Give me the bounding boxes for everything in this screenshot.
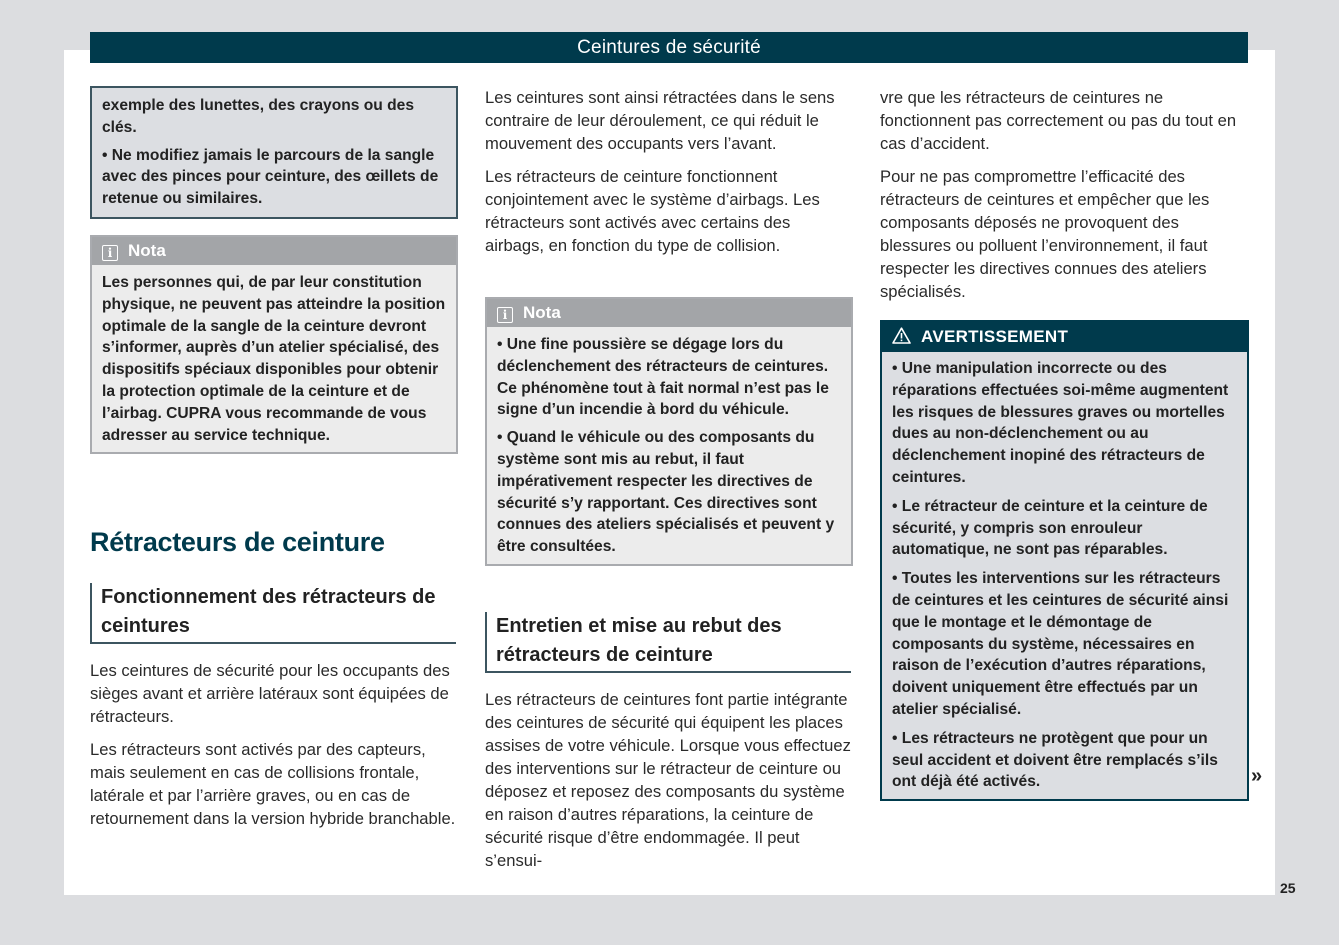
chapter-title: Ceintures de sécurité	[577, 37, 761, 58]
paragraph: Les ceintures de sécurité pour les occupants des sièges avant et arrière latéraux sont équipées de rétracteurs.	[90, 661, 450, 726]
nota-header	[92, 237, 456, 265]
nota-header	[487, 299, 851, 327]
subsection-title: Fonctionnement des rétracteurs de ceintures	[90, 583, 456, 644]
warning-continued-text: exemple des lunettes, des crayons ou des clés.	[102, 97, 414, 136]
paragraph: Pour ne pas compromettre l’efficacité des rétracteurs de ceintures et empêcher que les composants déposés ne provoquent des blessures ou polluent l’environnement, il faut respecter les directives connues des ateliers spécialisés.	[880, 167, 1210, 301]
info-icon: i	[497, 307, 513, 323]
nota-item: • Une fine poussière se dégage lors du déclenchement des rétracteurs de ceintures. Ce phénomène tout à fait normal n’est pas le signe d’un incendie à bord du véhicule.	[497, 336, 829, 419]
nota-box	[485, 297, 853, 566]
warning-header	[882, 322, 1247, 352]
chapter-header	[90, 32, 1248, 63]
paragraph: Les rétracteurs de ceintures font partie intégrante des ceintures de sécurité qui équipent les places assises de votre véhicule. Lorsque vous effectuez des interventions sur le rétracteur de ceinture ou déposez et reposez des composants du système en raison d’autres réparations, la ceinture de sécurité risque d’être endommagée. Il peut s’ensui-	[485, 690, 851, 870]
nota-item: • Quand le véhicule ou des composants du système sont mis au rebut, il faut impérativement respecter les directives de sécurité s’y rapportant. Ces directives sont connues des ateliers spécialisés et peuvent y être consultées.	[497, 429, 835, 556]
warning-item: • Une manipulation incorrecte ou des réparations effectuées soi-même augmentent les risques de blessures graves ou mortelles dues au non-déclenchement ou au déclenchement inopiné des rétracteurs de ceintures.	[892, 360, 1229, 486]
paragraph: Les rétracteurs sont activés par des capteurs, mais seulement en cas de collisions frontale, latérale et par l’arrière graves, ou en cas de retournement dans la version hybride branchable.	[90, 740, 456, 828]
paragraph: Les ceintures sont ainsi rétractées dans le sens contraire de leur déroulement, ce qui réduit le mouvement des occupants vers l’avant.	[485, 88, 835, 153]
info-icon: i	[102, 245, 118, 261]
subsection-title: Entretien et mise au rebut des rétracteurs de ceinture	[485, 612, 851, 673]
warning-item: • Le rétracteur de ceinture et la ceinture de sécurité, y compris son enrouleur automatique, ne sont pas réparables.	[892, 497, 1208, 559]
warning-box	[880, 320, 1249, 801]
continue-marker: »	[1251, 765, 1263, 787]
paragraph: Les rétracteurs de ceinture fonctionnent conjointement avec le système d’airbags. Les rétracteurs sont activés avec certains des airbags, en fonction du type de collision.	[485, 167, 820, 255]
nota-label: Nota	[128, 241, 166, 260]
page-number: 25	[1280, 880, 1296, 896]
nota-label: Nota	[523, 303, 561, 322]
nota-text: Les personnes qui, de par leur constitution physique, ne peuvent pas atteindre la position optimale de la sangle de la ceinture devront s’informer, auprès d’un atelier spécialisé, des dispositifs spéciaux disponibles pour obtenir la protection optimale de la ceinture et de l’airbag. CUPRA vous recommande de vous adresser au service technique.	[102, 274, 446, 444]
warning-item: • Les rétracteurs ne protègent que pour un seul accident et doivent être remplacés s’ils ont déjà été activés.	[892, 729, 1218, 791]
section-title: Rétracteurs de ceinture	[90, 527, 385, 557]
warning-box-continued	[90, 86, 458, 219]
warning-label: AVERTISSEMENT	[921, 327, 1069, 346]
paragraph: vre que les rétracteurs de ceintures ne fonctionnent pas correctement ou pas du tout en cas d’accident.	[880, 88, 1237, 153]
warning-triangle-icon	[892, 324, 911, 354]
nota-box	[90, 235, 458, 454]
warning-item: • Toutes les interventions sur les rétracteurs de ceintures et les ceintures de sécurité ainsi que le montage et le démontage de composants du système, nécessaires en raison de l’exécution d’autres réparations, doivent uniquement être effectués par un atelier spécialisé.	[892, 570, 1229, 718]
warning-continued-item: • Ne modifiez jamais le parcours de la sangle avec des pinces pour ceinture, des œillets de retenue ou similaires.	[102, 146, 439, 208]
